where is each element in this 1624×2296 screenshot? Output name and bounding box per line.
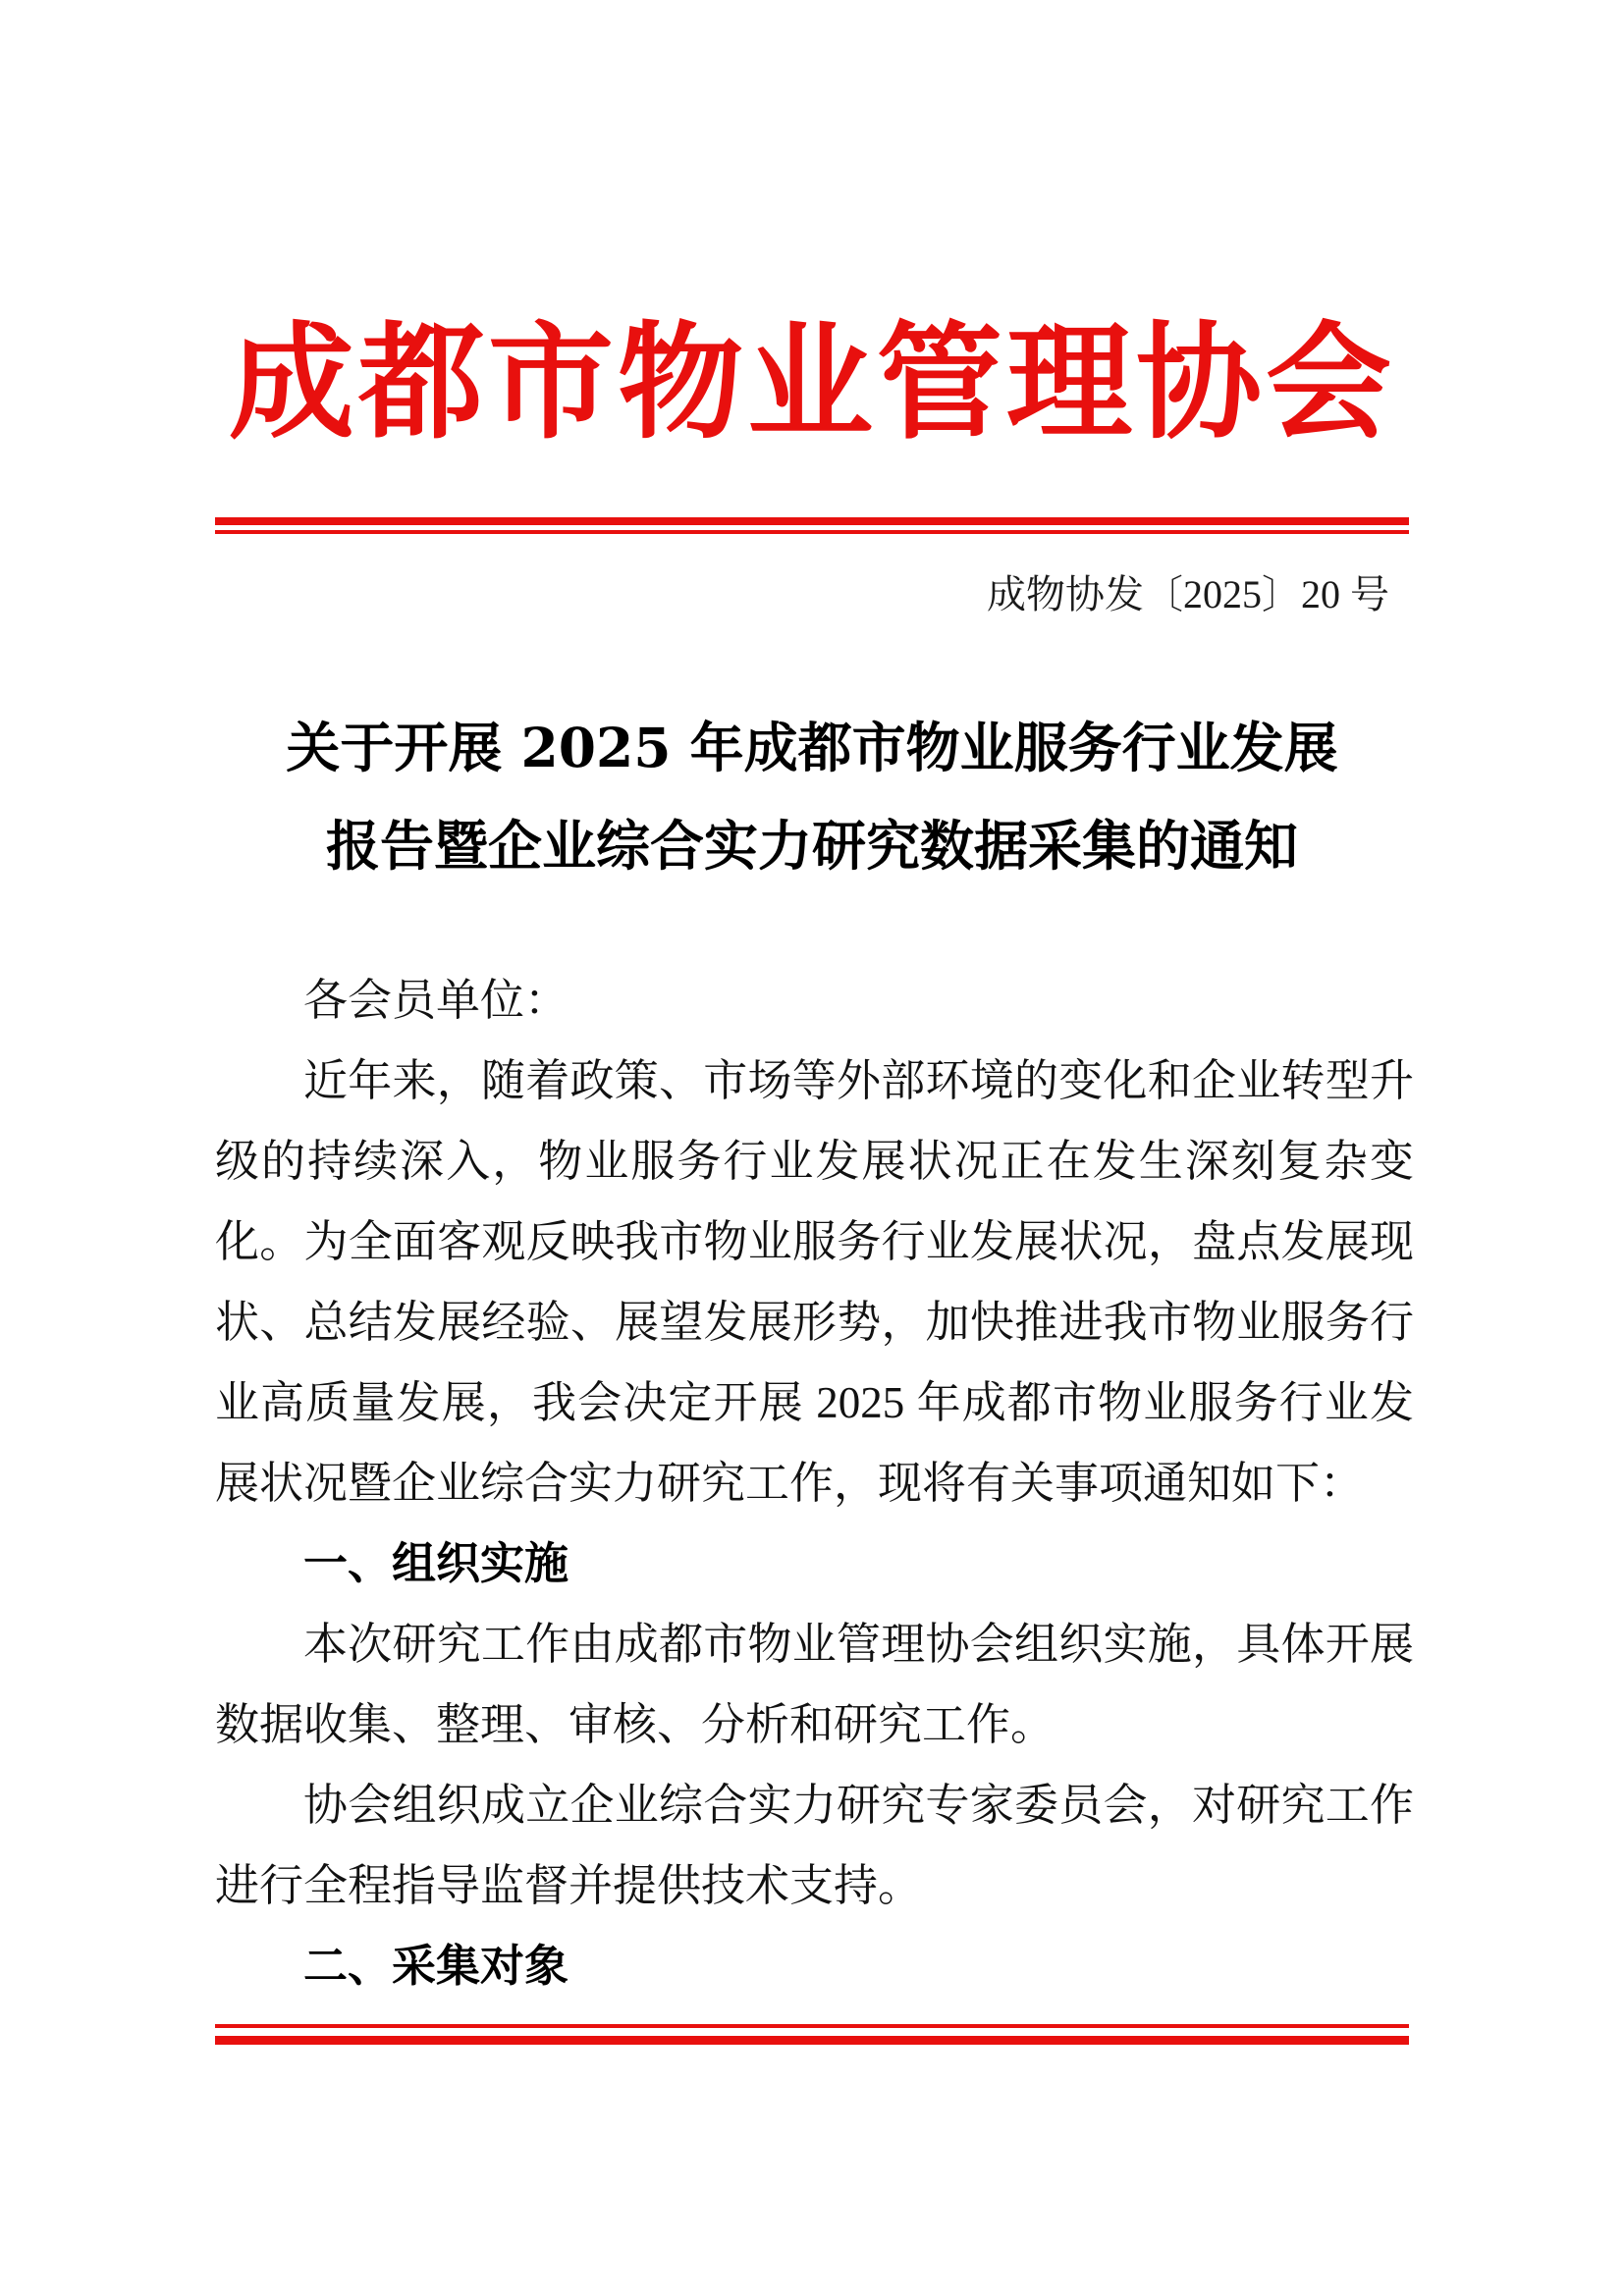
document-number: 成物协发〔2025〕20 号 <box>987 572 1389 616</box>
notice-title-line1: 关于开展 2025 年成都市物业服务行业发展 <box>286 716 1338 779</box>
paragraph-committee: 协会组织成立企业综合实力研究专家委员会，对研究工作进行全程指导监督并提供技术支持。 <box>215 1781 1414 1910</box>
red-separator-top-thin-line <box>215 530 1409 534</box>
red-separator-bottom-thick-line <box>215 2036 1409 2045</box>
paragraph-intro: 近年来，随着政策、市场等外部环境的变化和企业转型升级的持续深入，物业服务行业发展状况正在发生深刻复杂变化。为全面客观反映我市物业服务行业发展状况，盘点发展现状、总结发展经验、展望发展形势，加快推进我市物业服务行业高质量发展，我会决定开展 2025 年成都市物业服务行业发展状况暨企业综合实力研究工作，现将有关事项通知如下： <box>215 1056 1414 1508</box>
red-separator-top-thick-line <box>215 517 1409 525</box>
section-heading-2: 二、采集对象 <box>303 1941 569 1991</box>
red-separator-bottom-thin-line <box>215 2024 1409 2028</box>
red-separator-bottom <box>215 2024 1409 2045</box>
paragraph-implementation: 本次研究工作由成都市物业管理协会组织实施，具体开展数据收集、整理、审核、分析和研究工作。 <box>215 1620 1414 1749</box>
section-heading-1: 一、组织实施 <box>303 1538 569 1588</box>
notice-title <box>0 699 1624 895</box>
org-title: 成都市物业管理协会 <box>228 309 1395 456</box>
red-separator-top <box>215 517 1409 534</box>
notice-body <box>215 960 1414 2006</box>
notice-title-line2: 报告暨企业综合实力研究数据采集的通知 <box>325 814 1298 878</box>
salutation: 各会员单位： <box>303 976 569 1025</box>
